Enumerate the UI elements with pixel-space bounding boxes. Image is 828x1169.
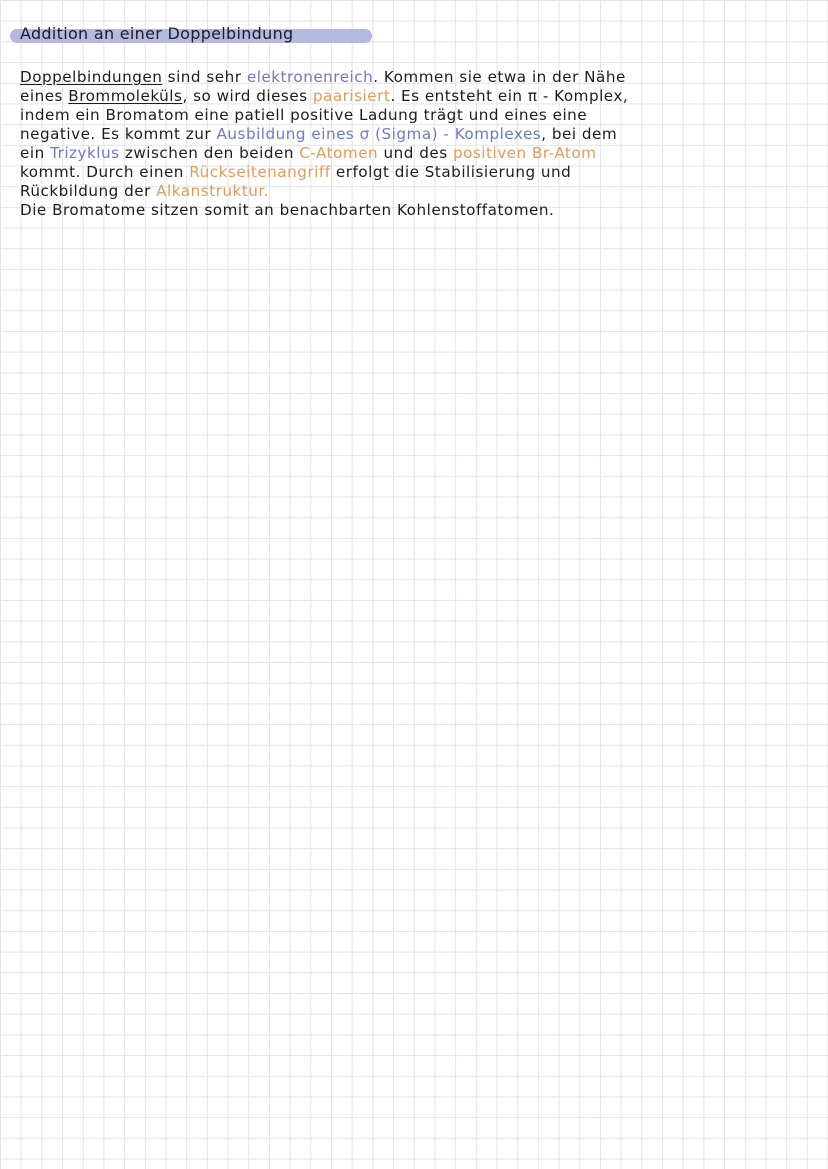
term-paarisiert: paarisiert [312,87,391,105]
term-alkanstruktur: Alkanstruktur. [156,182,269,200]
text-fragment: erfolgt die Stabilisierung und [330,163,572,181]
text-fragment: Rückbildung der [20,182,157,200]
text-fragment: sind sehr [162,68,247,86]
text-line-6 [20,163,828,182]
text-line-3 [20,106,828,125]
term-elektronenreich: elektronenreich [246,68,374,86]
text-fragment: ein [20,144,51,162]
text-fragment: negative. Es kommt zur [20,125,217,143]
text-line-8 [20,201,828,220]
term-rueckseitenangriff: Rückseitenangriff [189,163,331,181]
title-block [10,23,293,45]
text-fragment: kommt. Durch einen [20,163,190,181]
term-sigma-komplex: Ausbildung eines σ (Sigma) - Komplexes [216,125,542,143]
term-c-atomen: C-Atomen [299,144,379,162]
text-fragment: eines [20,87,69,105]
term-trizyklus: Trizyklus [50,144,120,162]
text-fragment: , bei dem [541,125,618,143]
text-line-1 [20,68,828,87]
body-paragraph [20,68,828,220]
text-fragment: , so wird dieses [182,87,313,105]
text-fragment: zwischen den beiden [119,144,300,162]
term-doppelbindungen: Doppelbindungen [20,68,163,86]
text-fragment: indem ein Bromatom eine patiell positive Ladung trägt und eines eine [20,106,588,124]
text-line-4 [20,125,828,144]
text-fragment: . Kommen sie etwa in der Nähe [373,68,626,86]
term-positiven-br-atom: positiven Br-Atom [452,144,597,162]
text-line-5 [20,144,828,163]
page-title: Addition an einer Doppelbindung [20,24,294,43]
text-fragment: . Es entsteht ein π - Komplex, [390,87,629,105]
term-brommolekuels: Brommoleküls [68,87,183,105]
text-fragment: Die Bromatome sitzen somit an benachbarten Kohlenstoffatomen. [20,201,555,219]
text-fragment: und des [378,144,453,162]
text-line-2 [20,87,828,106]
text-line-7 [20,182,828,201]
